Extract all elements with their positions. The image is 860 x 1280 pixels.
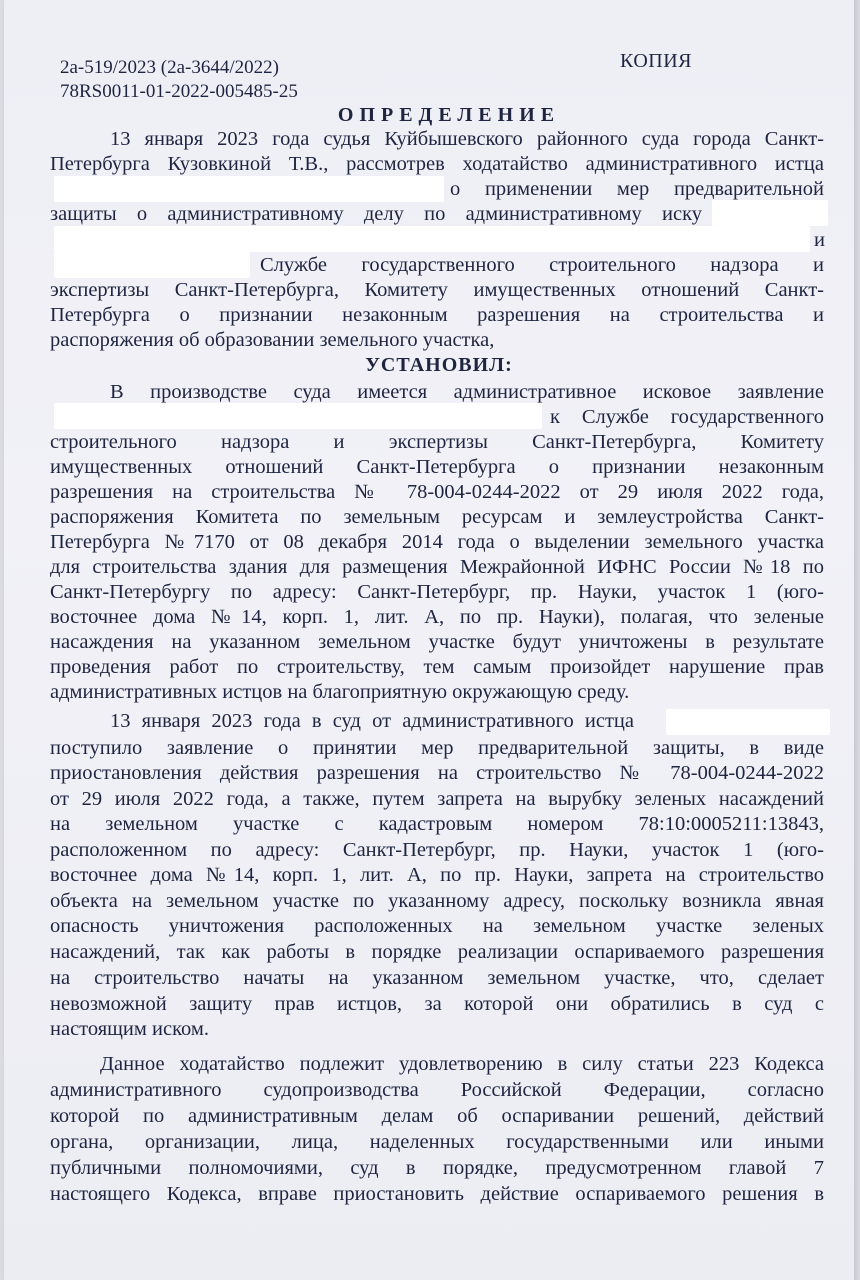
- text-line: Петербурга о признании незаконным разрешения на строительства и: [50, 304, 824, 326]
- text-line: экспертизы Санкт-Петербурга, Комитету имущественных отношений Санкт-: [50, 279, 824, 301]
- text-line: Службе государственного строительного надзора и: [260, 254, 824, 276]
- text-line: от 29 июля 2022 года, а также, путем запрета на вырубку зеленых насаждений: [50, 788, 824, 810]
- document-page: [4, 0, 854, 1280]
- text-line: 13 января 2023 года судья Куйбышевского районного суда города Санкт-: [110, 128, 824, 150]
- text-line: защиты о административному делу по административному иску: [50, 203, 702, 225]
- document-title: ОПРЕДЕЛЕНИЕ: [337, 104, 561, 126]
- text-line: распоряжения Комитета по земельным ресурсам и землеустройства Санкт-: [50, 506, 824, 528]
- case-number: 2а-519/2023 (2а-3644/2022): [60, 57, 279, 78]
- text-line: административных истцов на благоприятную окружающую среду.: [50, 681, 630, 703]
- text-line: к Службе государственного: [550, 406, 824, 428]
- text-line: приостановления действия разрешения на строительство № 78-004-0244-2022: [50, 762, 824, 784]
- text-line: которой по административным делам об оспаривании решений, действий: [50, 1105, 824, 1127]
- text-line: расположенном по адресу: Санкт-Петербург, пр. Науки, участок 1 (юго-: [50, 839, 824, 861]
- text-line: на земельном участке с кадастровым номером 78:10:0005211:13843,: [50, 813, 824, 835]
- case-header: [60, 56, 298, 104]
- text-line: насаждений, так как работы в порядке реализации оспариваемого разрешения: [50, 941, 824, 963]
- text-line: настоящим иском.: [50, 1018, 209, 1040]
- case-uid: 78RS0011-01-2022-005485-25: [60, 81, 298, 102]
- text-line: восточнее дома №14, корп. 1, лит. А, по пр. Науки), полагая, что зеленые: [50, 606, 824, 628]
- text-line: проведения работ по строительству, тем самым произойдет нарушение прав: [50, 656, 824, 678]
- redaction-block: [54, 176, 444, 202]
- text-line: поступило заявление о принятии мер предварительной защиты, в виде: [50, 737, 824, 759]
- text-line: восточнее дома №14, корп. 1, лит. А, по пр. Науки, запрета на строительство: [50, 864, 824, 886]
- text-line: административного судопроизводства Российской Федерации, согласно: [50, 1079, 824, 1101]
- text-line: невозможной защиту прав истцов, за которой они обратились в суд с: [50, 993, 824, 1015]
- text-line: Петербурга Кузовкиной Т.В., рассмотрев ходатайство административного истца: [50, 153, 824, 175]
- text-line: распоряжения об образовании земельного участка,: [50, 329, 495, 351]
- redaction-block: [712, 200, 828, 226]
- text-line: настоящего Кодекса, вправе приостановить действие оспариваемого решения в: [50, 1183, 824, 1205]
- redaction-block: [54, 403, 542, 429]
- text-line: Петербурга №7170 от 08 декабря 2014 года о выделении земельного участка: [50, 531, 824, 553]
- text-line: насаждения на указанном земельном участке будут уничтожены в результате: [50, 631, 824, 653]
- text-line: и: [814, 229, 825, 251]
- text-line: строительного надзора и экспертизы Санкт-Петербурга, Комитету: [50, 431, 824, 453]
- redaction-block: [54, 226, 810, 252]
- section-heading: УСТАНОВИЛ:: [365, 354, 513, 376]
- text-line: публичными полномочиями, суд в порядке, предусмотренном главой 7: [50, 1157, 824, 1179]
- text-line: органа, организации, лица, наделенных государственными или иными: [50, 1131, 824, 1153]
- text-line: Санкт-Петербургу по адресу: Санкт-Петербург, пр. Науки, участок 1 (юго-: [50, 581, 824, 603]
- text-line: 13 января 2023 года в суд от административного истца: [110, 710, 634, 732]
- text-line: опасность уничтожения расположенных на земельном участке зеленых: [50, 915, 824, 937]
- text-line: В производстве суда имеется административное исковое заявление: [110, 381, 824, 403]
- text-line: объекта на земельном участке по указанному адресу, поскольку возникла явная: [50, 890, 824, 912]
- text-line: о применении мер предварительной: [450, 178, 824, 200]
- text-line: на строительство начаты на указанном земельном участке, что, сделает: [50, 967, 824, 989]
- copy-mark: КОПИЯ: [620, 50, 693, 72]
- redaction-block: [54, 252, 250, 278]
- text-line: имущественных отношений Санкт-Петербурга о признании незаконным: [50, 456, 824, 478]
- text-line: разрешения на строительства № 78-004-0244-2022 от 29 июля 2022 года,: [50, 481, 824, 503]
- text-line: для строительства здания для размещения Межрайонной ИФНС России №18 по: [50, 556, 824, 578]
- text-line: Данное ходатайство подлежит удовлетворению в силу статьи 223 Кодекса: [100, 1053, 824, 1075]
- redaction-block: [666, 709, 830, 735]
